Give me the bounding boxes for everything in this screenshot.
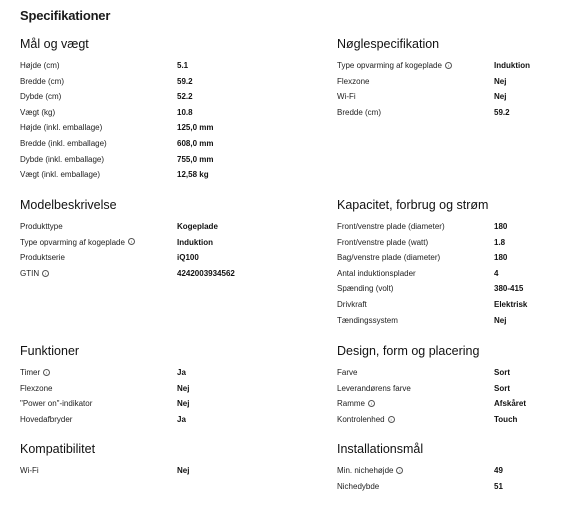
spec-label-text: Drivkraft [337, 299, 367, 309]
section-title: Nøglespecifikation [337, 37, 440, 51]
spec-label [20, 136, 177, 152]
spec-row [337, 250, 527, 266]
spec-label [20, 152, 177, 168]
spec-label [337, 89, 494, 105]
spec-value: 59.2 [494, 107, 510, 117]
spec-value: Sort [494, 383, 510, 393]
spec-label-text: Nichedybde [337, 481, 380, 491]
spec-value: 4242003934562 [177, 268, 235, 278]
spec-label-text: Flexzone [337, 76, 370, 86]
page-title: Specifikationer [20, 8, 111, 23]
spec-row [20, 381, 189, 397]
spec-value: 608,0 mm [177, 138, 214, 148]
spec-value: 51 [494, 481, 503, 491]
spec-value: Afskåret [494, 399, 527, 409]
spec-label-text: Bredde (inkl. emballage) [20, 138, 107, 148]
spec-value: 4 [494, 268, 499, 278]
spec-row [20, 152, 213, 168]
section-maal-og-vaegt [20, 36, 213, 183]
spec-row [337, 266, 527, 282]
spec-label [20, 89, 177, 105]
spec-value: 12,58 kg [177, 170, 209, 180]
section-title: Mål og vægt [20, 37, 89, 51]
spec-row [20, 365, 189, 381]
spec-value: Ja [177, 414, 186, 424]
spec-label [20, 412, 177, 428]
spec-label-text: GTIN [20, 268, 40, 278]
spec-label [337, 412, 494, 428]
spec-label-text: Bag/venstre plade (diameter) [337, 253, 441, 263]
spec-value: 59.2 [177, 76, 193, 86]
spec-label-text: Farve [337, 368, 358, 377]
spec-value: 180 [494, 222, 508, 231]
spec-label [337, 235, 494, 251]
spec-row [337, 412, 526, 428]
spec-label-text: Højde (inkl. emballage) [20, 123, 103, 133]
section-title: Modelbeskrivelse [20, 198, 117, 212]
spec-value: 180 [494, 253, 508, 263]
section-modelbeskrivelse [20, 197, 235, 281]
spec-value: Touch [494, 414, 518, 424]
spec-label-text: Min. nichehøjde [337, 466, 394, 475]
spec-row [337, 58, 530, 74]
spec-label [20, 120, 177, 136]
spec-label-text: Produkttype [20, 222, 63, 231]
spec-label-text: Vægt (inkl. emballage) [20, 170, 101, 180]
spec-row [337, 396, 526, 412]
spec-row [337, 235, 527, 251]
spec-value: Kogeplade [177, 222, 218, 231]
spec-label-text: Wi-Fi [337, 92, 356, 102]
spec-label-text: Front/venstre plade (watt) [337, 237, 429, 247]
spec-row [20, 105, 213, 121]
spec-value: Sort [494, 368, 510, 377]
spec-row [20, 74, 213, 90]
spec-value: 380-415 [494, 284, 524, 294]
spec-label [337, 297, 494, 313]
spec-label-text: Type opvarming af kogeplade [337, 61, 442, 70]
spec-label-text: Dybde (inkl. emballage) [20, 154, 105, 164]
spec-value: Induktion [494, 61, 530, 70]
spec-label-text: Spænding (volt) [337, 284, 394, 294]
spec-label-text: Leverandørens farve [337, 383, 411, 393]
spec-value: 5.1 [177, 61, 189, 70]
spec-label [337, 479, 494, 495]
spec-label [337, 365, 494, 381]
spec-label [20, 105, 177, 121]
spec-label-text: Højde (cm) [20, 61, 60, 70]
section-kompatibilitet [20, 441, 189, 479]
spec-value: iQ100 [177, 253, 199, 263]
spec-value: 755,0 mm [177, 154, 214, 164]
section-funktioner [20, 343, 189, 427]
spec-label [20, 250, 177, 266]
spec-row [337, 313, 527, 329]
spec-label-text: Bredde (cm) [337, 107, 382, 117]
spec-value: 1.8 [494, 237, 506, 247]
spec-label-text: Ramme [337, 399, 366, 409]
info-icon[interactable]: i [368, 400, 375, 407]
info-icon[interactable]: i [128, 238, 135, 245]
spec-label-text: Wi-Fi [20, 466, 39, 475]
spec-label [20, 365, 177, 381]
spec-label [337, 381, 494, 397]
section-title: Design, form og placering [337, 344, 480, 358]
spec-value: Elektrisk [494, 299, 528, 309]
spec-row [337, 297, 527, 313]
spec-row [337, 463, 503, 479]
section-noeglespecifikation [337, 36, 530, 120]
spec-label-text: Tændingssystem [337, 315, 398, 325]
section-title: Kompatibilitet [20, 442, 96, 456]
spec-row [337, 281, 527, 297]
spec-row [337, 219, 527, 235]
spec-row [20, 89, 213, 105]
spec-label-text: Produktserie [20, 253, 65, 263]
spec-row [337, 479, 503, 495]
spec-value: Nej [494, 76, 507, 86]
spec-value: Nej [177, 383, 190, 393]
spec-value: Nej [494, 315, 507, 325]
spec-label-text: Dybde (cm) [20, 92, 62, 102]
spec-label [20, 74, 177, 90]
section-kapacitet [337, 197, 527, 328]
section-title: Installationsmål [337, 442, 424, 456]
section-design [337, 343, 526, 427]
spec-value: 125,0 mm [177, 123, 214, 133]
spec-label-text: Vægt (kg) [20, 107, 56, 117]
spec-value: Ja [177, 368, 186, 377]
info-icon[interactable]: i [388, 416, 395, 423]
spec-row [20, 219, 235, 235]
info-icon[interactable]: i [43, 369, 50, 376]
spec-row [20, 120, 213, 136]
spec-row [337, 105, 530, 121]
spec-label [20, 219, 177, 235]
spec-row [20, 167, 213, 183]
spec-label [337, 219, 494, 235]
spec-label [20, 381, 177, 397]
spec-row [20, 58, 213, 74]
spec-label-text: Timer [20, 368, 41, 377]
spec-label [337, 313, 494, 329]
spec-label [20, 463, 177, 479]
spec-label [337, 266, 494, 282]
spec-label [337, 105, 494, 121]
info-icon[interactable]: i [42, 270, 49, 277]
spec-row [20, 396, 189, 412]
spec-label-text: Hovedafbryder [20, 414, 73, 424]
spec-row [337, 365, 526, 381]
spec-row [20, 266, 235, 282]
spec-label-text: Flexzone [20, 383, 53, 393]
spec-label [337, 58, 494, 74]
section-installationsmaal [337, 441, 503, 494]
spec-label [20, 396, 177, 412]
spec-label [20, 235, 177, 251]
spec-label-text: Kontrolenhed [337, 414, 385, 424]
spec-label [20, 266, 177, 282]
spec-row [337, 74, 530, 90]
info-icon[interactable]: i [396, 467, 403, 474]
spec-row [337, 381, 526, 397]
spec-label-text: Bredde (cm) [20, 76, 65, 86]
section-title: Funktioner [20, 344, 80, 358]
spec-label-text: Antal induktionsplader [337, 268, 416, 278]
spec-row [20, 235, 235, 251]
spec-row [337, 89, 530, 105]
spec-value: Nej [494, 92, 507, 102]
spec-label [337, 463, 494, 479]
spec-value: 10.8 [177, 107, 193, 117]
spec-value: Nej [177, 466, 190, 475]
section-title: Kapacitet, forbrug og strøm [337, 198, 489, 212]
spec-value: Induktion [177, 237, 213, 247]
spec-label [20, 58, 177, 74]
spec-label [20, 167, 177, 183]
spec-value: 52.2 [177, 92, 193, 102]
spec-row [20, 250, 235, 266]
spec-row [20, 463, 189, 479]
spec-row [20, 412, 189, 428]
spec-value: 49 [494, 466, 503, 475]
spec-label [337, 281, 494, 297]
spec-label [337, 74, 494, 90]
spec-row [20, 136, 213, 152]
spec-label-text: Type opvarming af kogeplade [20, 237, 125, 247]
info-icon[interactable]: i [445, 62, 452, 69]
spec-label [337, 250, 494, 266]
spec-label-text: "Power on"-indikator [20, 399, 93, 409]
spec-value: Nej [177, 399, 190, 409]
spec-label-text: Front/venstre plade (diameter) [337, 222, 445, 231]
spec-label [337, 396, 494, 412]
